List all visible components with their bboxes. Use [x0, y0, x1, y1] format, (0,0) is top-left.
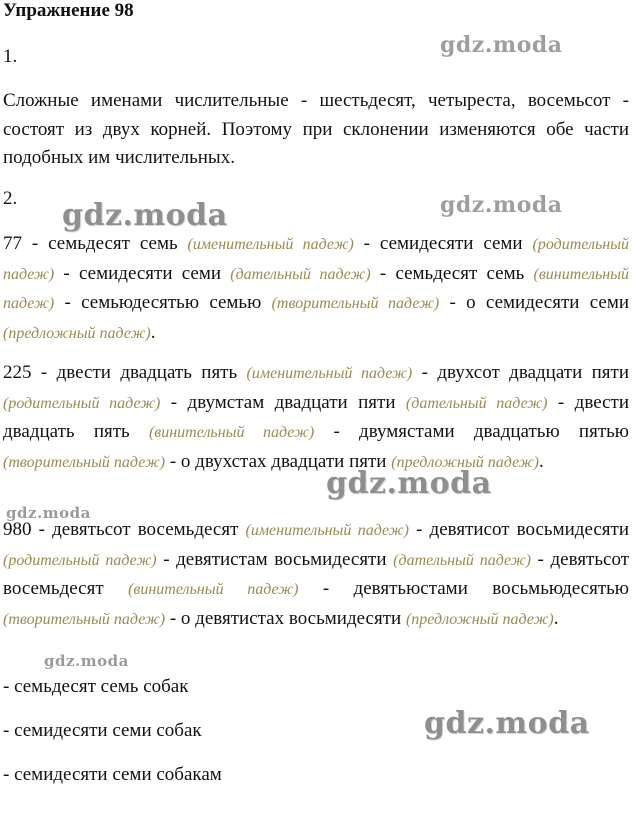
numeral-text: - семьюдесятью семью — [54, 292, 272, 313]
case-label: (родительный падеж) — [3, 394, 161, 412]
watermark-logo: gdz.moda — [44, 652, 129, 670]
numeral-text: - о девятистах восьмидесяти — [165, 607, 406, 629]
section-1-number: 1. — [3, 46, 18, 67]
phrase-line-1: - семьдесят семь собак — [3, 676, 189, 697]
phrase-line-3: - семидесяти семи собакам — [3, 764, 222, 785]
case-label: (дательный падеж) — [230, 265, 371, 283]
numeral-text: - девятьсот восемьдесят — [3, 548, 630, 599]
watermark-logo: gdz.moda — [424, 706, 590, 741]
case-label: (творительный падеж) — [3, 453, 166, 471]
exercise-title: Упражнение 98 — [3, 0, 134, 21]
case-label: (дательный падеж) — [405, 394, 548, 412]
case-label: (винительный падеж) — [148, 424, 315, 441]
case-label: (родительный падеж) — [3, 551, 157, 569]
case-label: (винительный падеж) — [3, 265, 630, 312]
watermark-logo: gdz.moda — [440, 192, 563, 218]
numeral-text: - двумстам двадцати пяти — [160, 391, 406, 413]
declension-paragraph-225 — [3, 359, 629, 477]
watermark-logo: gdz.moda — [440, 32, 563, 58]
numeral-text: . — [150, 321, 156, 343]
case-label: (именительный падеж) — [246, 365, 413, 382]
numeral-text: - девятистам восьмидесяти — [156, 548, 394, 570]
case-label: (творительный падеж) — [271, 295, 440, 312]
case-label: (винительный падеж) — [128, 581, 299, 598]
case-label: (предложный падеж) — [405, 610, 554, 628]
numeral-text: - семьдесят семь — [370, 262, 534, 284]
numeral-text: - двести двадцать пять — [3, 391, 630, 442]
watermark-logo: gdz.moda — [6, 504, 91, 522]
watermark-logo: gdz.moda — [326, 466, 492, 501]
numeral-text: - семидесяти семи — [353, 233, 533, 254]
declension-paragraph-77 — [3, 230, 629, 348]
numeral-text: 225 - двести двадцать пять — [3, 362, 247, 383]
case-label: (предложный падеж) — [3, 324, 151, 342]
numeral-text: 980 - девятьсот восемьдесят — [3, 519, 246, 540]
case-label: (дательный падеж) — [393, 551, 531, 569]
numeral-text: - девятисот восьмидесяти — [408, 519, 629, 540]
numeral-text: - семидесяти семи — [54, 262, 231, 284]
declension-paragraph-980 — [3, 516, 629, 634]
numeral-text: 77 - семьдесят семь — [3, 233, 188, 254]
numeral-text: . — [553, 607, 559, 629]
numeral-text: - девятьюстами восьмьюдесятью — [298, 578, 630, 599]
phrase-line-2: - семидесяти семи собак — [3, 720, 202, 741]
section-1-text: Сложные именами числительные - шестьдесят, четыреста, восемьсот - состоят из двух корней. Поэтому при склонении изменяются обе части подобных им числительных. — [3, 90, 629, 168]
case-label: (предложный падеж) — [391, 453, 539, 471]
case-label: (родительный падеж) — [3, 236, 630, 283]
numeral-text: . — [539, 450, 544, 472]
section-2-number: 2. — [3, 188, 18, 209]
case-label: (творительный падеж) — [3, 610, 166, 628]
numeral-text: - о двухстах двадцати пяти — [165, 450, 392, 472]
watermark-logo: gdz.moda — [62, 198, 228, 233]
numeral-text: - двумястами двадцатью пятью — [314, 421, 629, 442]
case-label: (именительный падеж) — [245, 522, 409, 539]
numeral-text: - двухсот двадцати пяти — [412, 362, 630, 383]
case-label: (именительный падеж) — [187, 236, 354, 253]
numeral-text: - о семидесяти семи — [439, 292, 630, 313]
